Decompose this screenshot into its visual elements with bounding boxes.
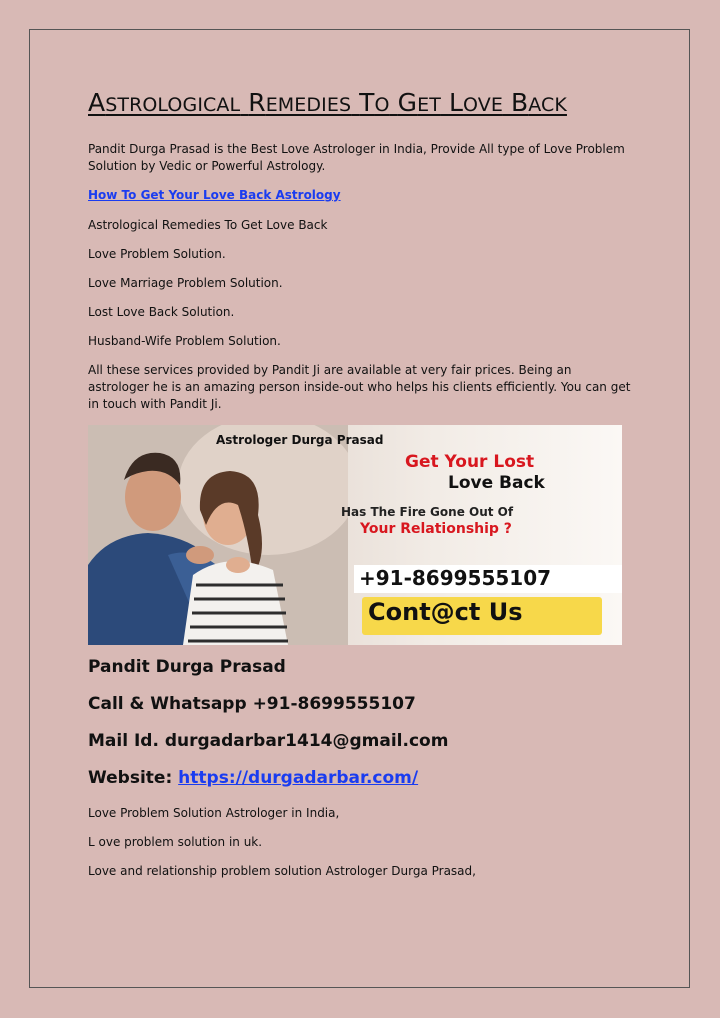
- title-word: GET: [397, 88, 441, 117]
- mail-line: Mail Id. durgadarbar1414@gmail.com: [88, 731, 449, 751]
- website-label: Website:: [88, 768, 173, 788]
- couple-photo: [88, 425, 348, 645]
- astrologer-name: Pandit Durga Prasad: [88, 657, 286, 677]
- service-item: Love Problem Solution.: [88, 247, 226, 261]
- service-item: Love Marriage Problem Solution.: [88, 276, 283, 290]
- page-title: [88, 88, 636, 117]
- contact-us-label: Cont@ct Us: [368, 598, 523, 626]
- title-word: LOVE: [448, 88, 503, 117]
- footer-line: L ove problem solution in uk.: [88, 835, 263, 849]
- title-word: REMEDIES: [248, 88, 352, 117]
- banner-headline-line2: Love Back: [448, 473, 545, 493]
- banner-headline-line1: Get Your Lost: [405, 452, 535, 472]
- document-content: [88, 88, 636, 892]
- title-word: TO: [359, 88, 390, 117]
- service-item: Husband-Wife Problem Solution.: [88, 334, 281, 348]
- footer-line: Love and relationship problem solution Astrologer Durga Prasad,: [88, 864, 476, 878]
- banner-phone: +91-8699555107: [359, 566, 552, 590]
- footer-line: Love Problem Solution Astrologer in India,: [88, 806, 340, 820]
- banner-question-line1: Has The Fire Gone Out Of: [341, 505, 514, 519]
- intro-paragraph: Pandit Durga Prasad is the Best Love Astrologer in India, Provide All type of Love Problem Solution by Vedic or Powerful Astrology.: [88, 142, 625, 173]
- love-back-astrology-link[interactable]: How To Get Your Love Back Astrology: [88, 188, 341, 202]
- service-item: Astrological Remedies To Get Love Back: [88, 218, 328, 232]
- service-item: Lost Love Back Solution.: [88, 305, 235, 319]
- description-paragraph: All these services provided by Pandit Ji are available at very fair prices. Being an astrologer he is an amazing person inside-out who helps his clients efficiently. You can get in touch with Pandit Ji.: [88, 363, 631, 411]
- banner-question-line2: Your Relationship ?: [360, 521, 512, 537]
- title-word: ASTROLOGICAL: [88, 88, 241, 117]
- website-line: [88, 768, 636, 789]
- banner-heading: Astrologer Durga Prasad: [216, 433, 384, 447]
- call-whatsapp-line: Call & Whatsapp +91-8699555107: [88, 694, 416, 714]
- promo-banner-image: [88, 425, 622, 645]
- website-link[interactable]: https://durgadarbar.com/: [178, 768, 419, 788]
- title-word: BACK: [511, 88, 567, 117]
